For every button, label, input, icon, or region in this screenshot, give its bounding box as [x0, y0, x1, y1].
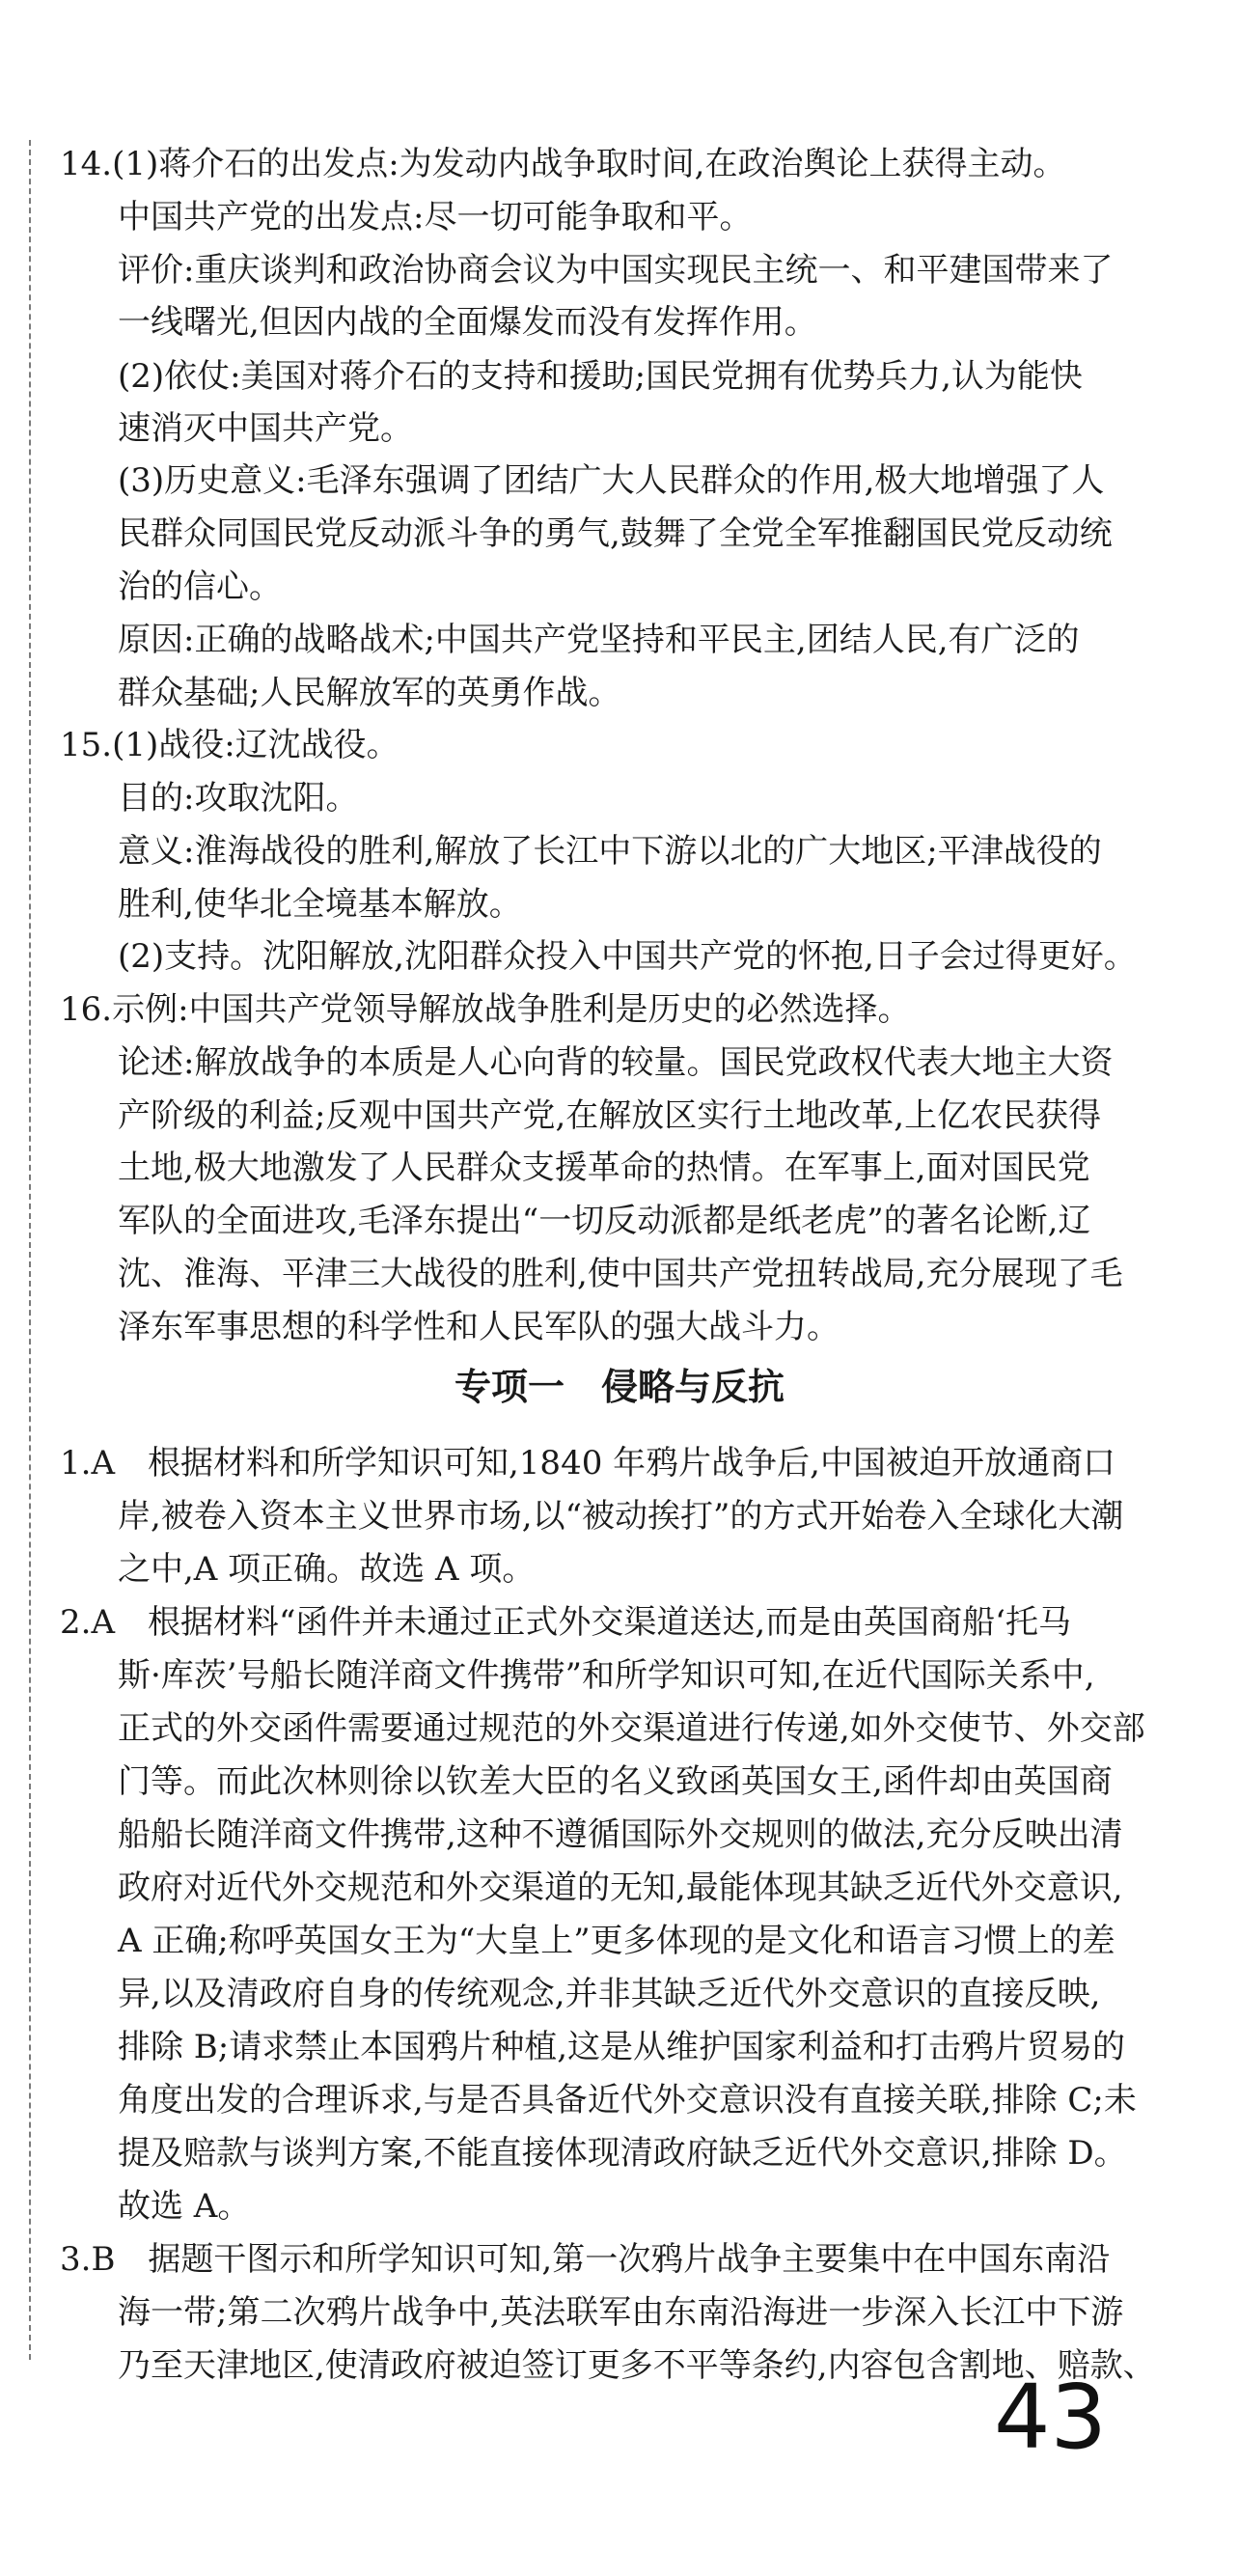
answer-line: (3)历史意义:毛泽东强调了团结广大人民群众的作用,极大地增强了人	[118, 461, 1105, 500]
answer-line: (2)依仗:美国对蒋介石的支持和援助;国民党拥有优势兵力,认为能快	[118, 357, 1083, 396]
answer-line: 沈、淮海、平津三大战役的胜利,使中国共产党扭转战局,充分展现了毛	[118, 1255, 1123, 1293]
answer-line: (2)支持。沈阳解放,沈阳群众投入中国共产党的怀抱,日子会过得更好。	[118, 937, 1137, 976]
answer-line: 中国共产党的出发点:尽一切可能争取和平。	[118, 198, 753, 236]
answer-line: 岸,被卷入资本主义世界市场,以“被动挨打”的方式开始卷入全球化大潮	[118, 1497, 1124, 1536]
answer-line: 治的信心。	[118, 568, 282, 606]
answer-line: 泽东军事思想的科学性和人民军队的强大战斗力。	[118, 1308, 840, 1346]
answer-line: 故选 A。	[118, 2187, 251, 2226]
answer-line: 15.(1)战役:辽沈战役。	[60, 726, 399, 764]
answer-line: 16.示例:中国共产党领导解放战争胜利是历史的必然选择。	[60, 990, 911, 1029]
answer-line: 论述:解放战争的本质是人心向背的较量。国民党政权代表大地主大资	[118, 1043, 1114, 1082]
answer-line: 2.A 根据材料“函件并未通过正式外交渠道送达,而是由英国商船‘托马	[60, 1603, 1071, 1642]
answer-line: 胜利,使华北全境基本解放。	[118, 885, 522, 924]
answer-line: 角度出发的合理诉求,与是否具备近代外交意识没有直接关联,排除 C;未	[118, 2081, 1137, 2119]
answer-line: 产阶级的利益;反观中国共产党,在解放区实行土地改革,上亿农民获得	[118, 1096, 1102, 1135]
answer-line: 门等。而此次林则徐以钦差大臣的名义致函英国女王,函件却由英国商	[118, 1762, 1113, 1801]
answer-line: 意义:淮海战役的胜利,解放了长江中下游以北的广大地区;平津战役的	[118, 832, 1102, 871]
answer-line: 一线曙光,但因内战的全面爆发而没有发挥作用。	[118, 303, 817, 342]
answer-line: 速消灭中国共产党。	[118, 409, 413, 448]
answer-line: 船船长随洋商文件携带,这种不遵循国际外交规则的做法,充分反映出清	[118, 1815, 1123, 1854]
answer-line: 海一带;第二次鸦片战争中,英法联军由东南沿海进一步深入长江中下游	[118, 2293, 1124, 2332]
answer-line: 3.B 据题干图示和所学知识可知,第一次鸦片战争主要集中在中国东南沿	[60, 2240, 1111, 2279]
answer-line: 之中,A 项正确。故选 A 项。	[118, 1550, 536, 1589]
answer-line: 评价:重庆谈判和政治协商会议为中国实现民主统一、和平建国带来了	[118, 251, 1114, 290]
section-title: 专项一 侵略与反抗	[454, 1366, 785, 1408]
answer-line: 正式的外交函件需要通过规范的外交渠道进行传递,如外交使节、外交部	[118, 1709, 1145, 1748]
answer-line: 民群众同国民党反动派斗争的勇气,鼓舞了全党全军推翻国民党反动统	[118, 514, 1113, 553]
answer-line: 群众基础;人民解放军的英勇作战。	[118, 674, 621, 712]
page-number: 43	[994, 2366, 1108, 2469]
answer-line: 提及赔款与谈判方案,不能直接体现清政府缺乏近代外交意识,排除 D。	[118, 2134, 1127, 2173]
answer-line: A 正确;称呼英国女王为“大皇上”更多体现的是文化和语言习惯上的差	[118, 1922, 1115, 1960]
answer-line: 政府对近代外交规范和外交渠道的无知,最能体现其缺乏近代外交意识,	[118, 1869, 1123, 1907]
answer-line: 乃至天津地区,使清政府被迫签订更多不平等条约,内容包含割地、赔款、	[118, 2346, 1156, 2385]
answer-line: 14.(1)蒋介石的出发点:为发动内战争取时间,在政治舆论上获得主动。	[60, 145, 1066, 183]
answer-line: 原因:正确的战略战术;中国共产党坚持和平民主,团结人民,有广泛的	[118, 621, 1080, 659]
answer-line: 目的:攻取沈阳。	[118, 779, 359, 817]
answer-line: 排除 B;请求禁止本国鸦片种植,这是从维护国家利益和打击鸦片贸易的	[118, 2028, 1126, 2066]
answer-line: 军队的全面进攻,毛泽东提出“一切反动派都是纸老虎”的著名论断,辽	[118, 1202, 1091, 1240]
answer-line: 1.A 根据材料和所学知识可知,1840 年鸦片战争后,中国被迫开放通商口	[60, 1444, 1115, 1482]
answer-line: 土地,极大地激发了人民群众支援革命的热情。在军事上,面对国民党	[118, 1149, 1090, 1187]
answer-line: 斯·库茨’号船长随洋商文件携带”和所学知识可知,在近代国际关系中,	[118, 1656, 1095, 1695]
answer-line: 异,以及清政府自身的传统观念,并非其缺乏近代外交意识的直接反映,	[118, 1975, 1101, 2013]
dashed-cut-line	[29, 140, 31, 2360]
